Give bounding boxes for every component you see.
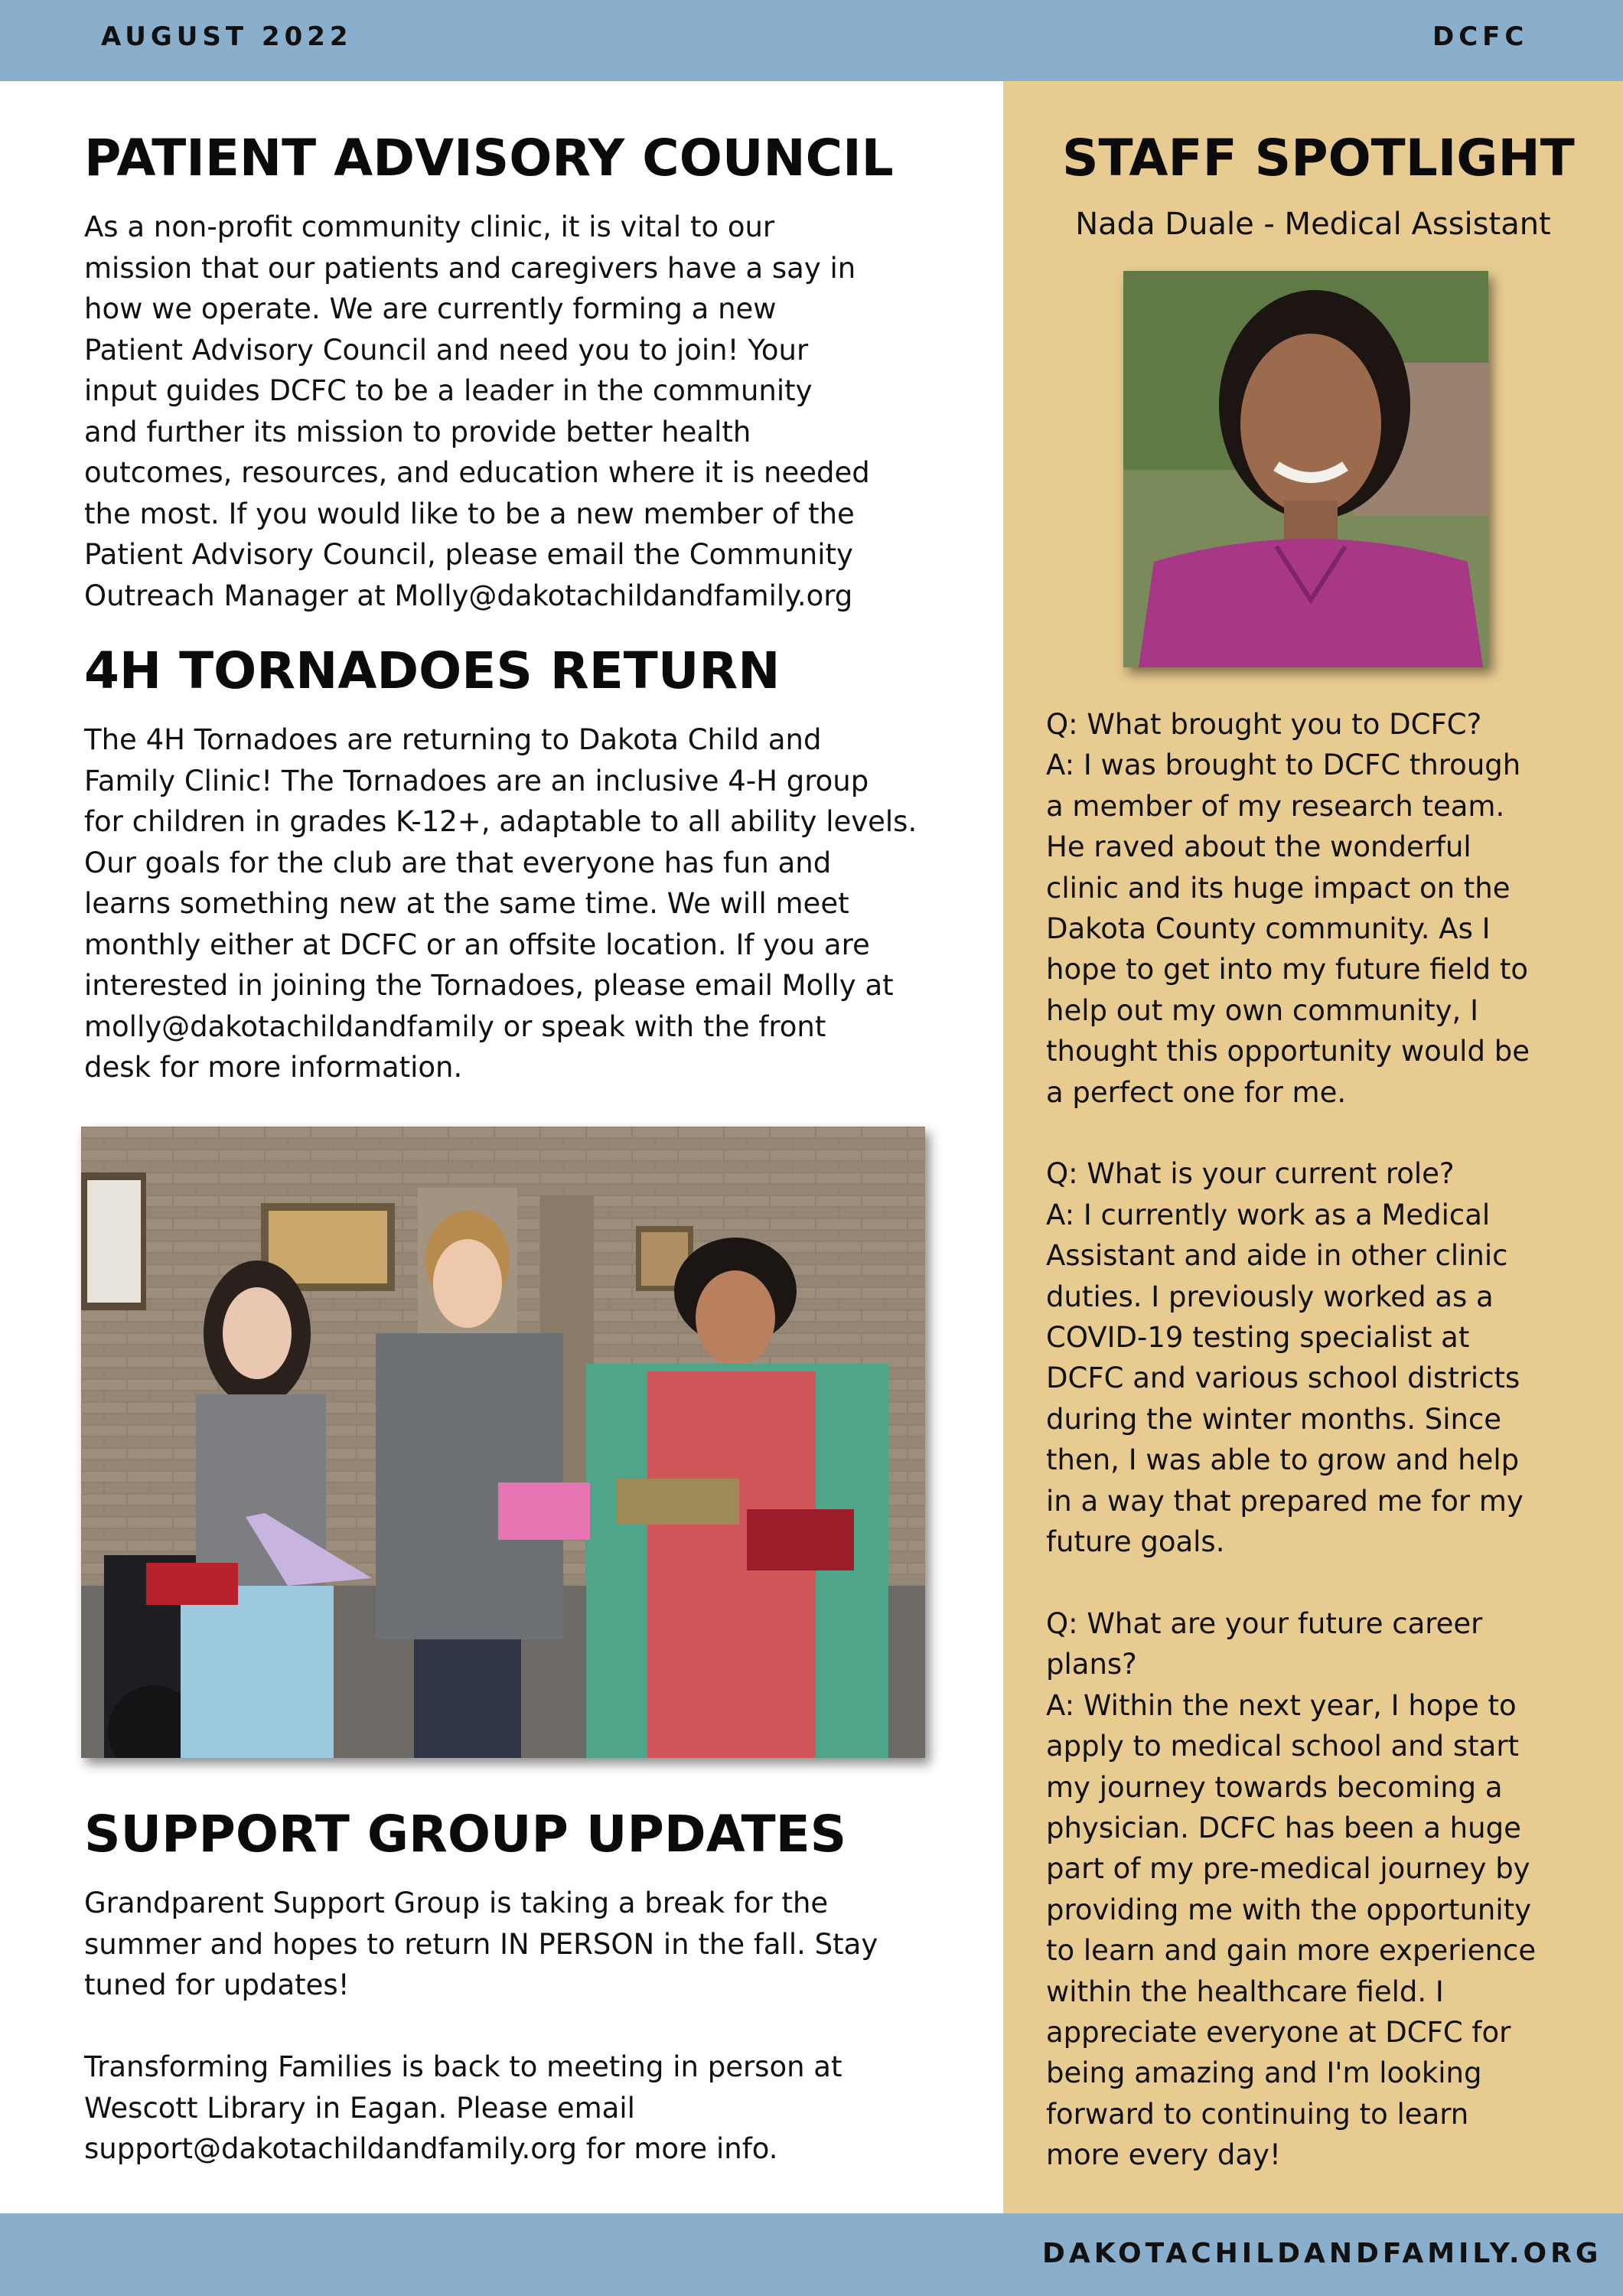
answer-line: in a way that prepared me for my bbox=[1046, 1484, 1524, 1518]
patient-advisory-body bbox=[84, 207, 987, 616]
text-line: Patient Advisory Council and need you to join! Your bbox=[84, 333, 809, 367]
question-line: Q: What is your current role? bbox=[1046, 1157, 1455, 1191]
support-groups-title: SUPPORT GROUP UPDATES bbox=[84, 1805, 847, 1864]
text-line: Patient Advisory Council, please email the Community bbox=[84, 538, 853, 571]
text-line: support@dakotachildandfamily.org for more info. bbox=[84, 2132, 778, 2165]
answer-line: a member of my research team. bbox=[1046, 789, 1505, 823]
answer-line: more every day! bbox=[1046, 2138, 1281, 2172]
answer-line: Dakota County community. As I bbox=[1046, 912, 1491, 946]
answer-line: physician. DCFC has been a huge bbox=[1046, 1811, 1521, 1844]
tornadoes-body bbox=[84, 719, 995, 1088]
answer-line: duties. I previously worked as a bbox=[1046, 1280, 1494, 1313]
answer-line: A: I was brought to DCFC through bbox=[1046, 748, 1521, 782]
website-url: DAKOTACHILDANDFAMILY.ORG bbox=[1042, 2238, 1602, 2269]
answer-line: Assistant and aide in other clinic bbox=[1046, 1239, 1508, 1273]
answer-line: within the healthcare field. I bbox=[1046, 1975, 1444, 2008]
answer-line: providing me with the opportunity bbox=[1046, 1893, 1532, 1926]
answer-line: being amazing and I'm looking bbox=[1046, 2056, 1482, 2090]
answer-line: COVID-19 testing specialist at bbox=[1046, 1321, 1470, 1355]
answer-line: future goals. bbox=[1046, 1525, 1225, 1559]
support-groups-body bbox=[84, 1883, 987, 2170]
org-abbrev: DCFC bbox=[1432, 21, 1529, 52]
text-line: and further its mission to provide better health bbox=[84, 415, 751, 448]
answer-line: DCFC and various school districts bbox=[1046, 1362, 1520, 1395]
answer-line: hope to get into my future field to bbox=[1046, 953, 1528, 987]
text-line: summer and hopes to return IN PERSON in the fall. Stay bbox=[84, 1927, 878, 1961]
text-line: Wescott Library in Eagan. Please email bbox=[84, 2091, 635, 2125]
tornadoes-group-photo bbox=[81, 1127, 925, 1758]
text-line: the most. If you would like to be a new member of the bbox=[84, 497, 855, 530]
staff-name-role: Nada Duale - Medical Assistant bbox=[1075, 207, 1551, 242]
portrait-illustration bbox=[1123, 271, 1488, 667]
text-line: how we operate. We are currently forming a new bbox=[84, 292, 777, 325]
answer-line: to learn and gain more experience bbox=[1046, 1934, 1537, 1968]
text-line: interested in joining the Tornadoes, please email Molly at bbox=[84, 969, 894, 1002]
question-line: Q: What brought you to DCFC? bbox=[1046, 708, 1482, 741]
answer-line: apply to medical school and start bbox=[1046, 1730, 1520, 1763]
text-line: for children in grades K-12+, adaptable to all ability levels. bbox=[84, 805, 917, 838]
answer-line: He raved about the wonderful bbox=[1046, 830, 1471, 864]
text-line: As a non-profit community clinic, it is vital to our bbox=[84, 210, 775, 243]
text-line: Outreach Manager at Molly@dakotachildandfamily.org bbox=[84, 579, 853, 612]
answer-line: appreciate everyone at DCFC for bbox=[1046, 2015, 1511, 2049]
answer-line: forward to continuing to learn bbox=[1046, 2097, 1469, 2131]
answer-line: clinic and its huge impact on the bbox=[1046, 871, 1511, 905]
answer-line: help out my own community, I bbox=[1046, 993, 1478, 1027]
issue-date: AUGUST 2022 bbox=[101, 21, 353, 52]
text-line: Transforming Families is back to meeting in person at bbox=[84, 2050, 842, 2083]
text-line: outcomes, resources, and education where it is needed bbox=[84, 456, 870, 489]
staff-spotlight-title: STAFF SPOTLIGHT bbox=[1062, 129, 1575, 188]
text-line: The 4H Tornadoes are returning to Dakota Child and bbox=[84, 723, 822, 756]
patient-advisory-title: PATIENT ADVISORY COUNCIL bbox=[84, 129, 894, 188]
text-line: mission that our patients and caregivers have a say in bbox=[84, 251, 856, 285]
group-photo-illustration bbox=[81, 1127, 925, 1758]
text-line: molly@dakotachildandfamily or speak with the front bbox=[84, 1009, 826, 1043]
answer-line: during the winter months. Since bbox=[1046, 1402, 1502, 1436]
text-line: tuned for updates! bbox=[84, 1968, 350, 2001]
text-line: monthly either at DCFC or an offsite location. If you are bbox=[84, 928, 870, 961]
tornadoes-title: 4H TORNADOES RETURN bbox=[84, 641, 781, 700]
answer-line: then, I was able to grow and help bbox=[1046, 1443, 1520, 1477]
header-bar bbox=[0, 0, 1623, 81]
answer-line: a perfect one for me. bbox=[1046, 1075, 1347, 1109]
footer-bar bbox=[0, 2213, 1623, 2296]
answer-line: A: I currently work as a Medical bbox=[1046, 1198, 1491, 1231]
question-line: plans? bbox=[1046, 1648, 1137, 1681]
text-line: input guides DCFC to be a leader in the community bbox=[84, 374, 813, 407]
answer-line: thought this opportunity would be bbox=[1046, 1035, 1530, 1068]
text-line: desk for more information. bbox=[84, 1051, 463, 1084]
answer-line: my journey towards becoming a bbox=[1046, 1770, 1503, 1804]
text-line: Grandparent Support Group is taking a break for the bbox=[84, 1887, 829, 1919]
question-line: Q: What are your future career bbox=[1046, 1606, 1483, 1640]
spotlight-qa bbox=[1046, 704, 1597, 2176]
staff-portrait-photo bbox=[1123, 271, 1488, 667]
answer-line: A: Within the next year, I hope to bbox=[1046, 1688, 1517, 1722]
text-line: learns something new at the same time. We will meet bbox=[84, 887, 849, 920]
text-line: Our goals for the club are that everyone has fun and bbox=[84, 846, 832, 879]
answer-line: part of my pre-medical journey by bbox=[1046, 1852, 1530, 1886]
text-line: Family Clinic! The Tornadoes are an inclusive 4-H group bbox=[84, 764, 869, 797]
